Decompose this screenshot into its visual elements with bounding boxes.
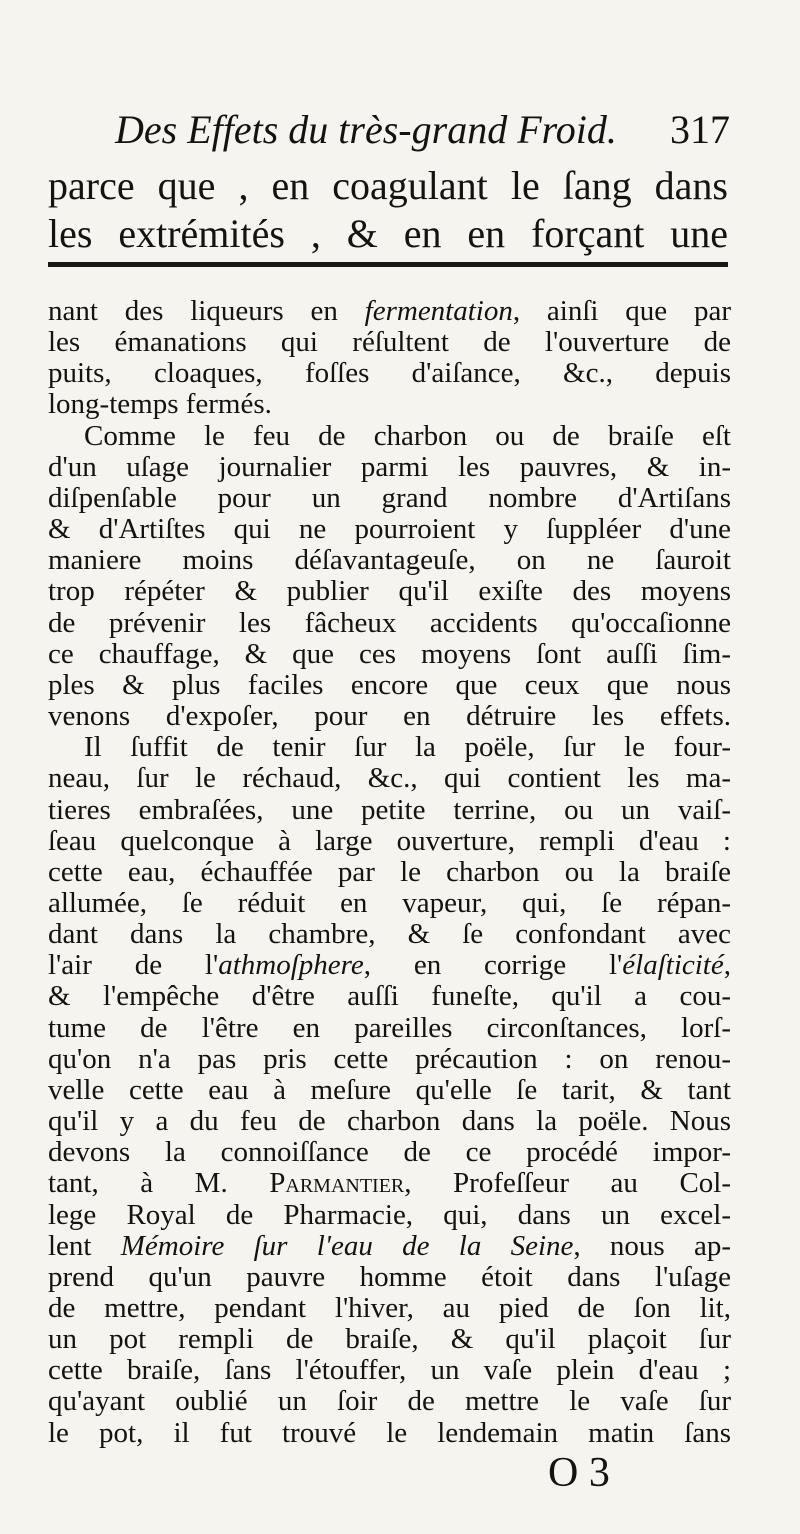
italic-term: élaſticité	[622, 949, 724, 982]
running-head	[115, 108, 730, 152]
text-line: qu'ayant oublié un ſoir de mettre le vaſe ſur	[48, 1385, 731, 1418]
text-line: neau, ſur le réchaud, &c., qui contient les ma-	[48, 762, 731, 795]
text-span: , en corrige l'	[363, 949, 623, 982]
text-span: l'air de l'	[48, 949, 219, 982]
text-line: d'un uſage journalier parmi les pauvres, & in-	[48, 450, 731, 483]
text-line: ſeau quelconque à large ouverture, rempli d'eau :	[48, 824, 731, 857]
text-line: de mettre, pendant l'hiver, au pied de ſon lit,	[48, 1292, 731, 1324]
text-line: prend qu'un pauvre homme étoit dans l'uſage	[48, 1260, 731, 1293]
text-span: ,	[723, 949, 731, 982]
text-line: puits, cloaques, foſſes d'aiſance, &c., depuis	[48, 357, 731, 390]
italic-term: athmoſphere	[218, 949, 364, 982]
text-line: tume de l'être en pareilles circonſtances, lorſ-	[48, 1011, 731, 1044]
smallcaps-name: Parmantier	[269, 1167, 405, 1200]
text-span: lent	[48, 1229, 121, 1262]
text-line: maniere moins déſavantageuſe, on ne ſauroit	[48, 544, 731, 577]
text-line	[48, 296, 731, 327]
text-line: de prévenir les fâcheux accidents qu'occaſionne	[48, 606, 731, 639]
signature-mark: O 3	[548, 1450, 610, 1496]
text-line: diſpenſable pour un grand nombre d'Artiſans	[48, 481, 731, 514]
text-span: , nous ap-	[573, 1229, 731, 1262]
text-span: nant des liqueurs en	[48, 295, 365, 327]
text-line: velle cette eau à meſure qu'elle ſe tarit, & tant	[48, 1073, 731, 1106]
text-line: cette braiſe, ſans l'étouffer, un vaſe plein d'eau ;	[48, 1354, 731, 1387]
text-line: le pot, il fut trouvé le lendemain matin ſans	[48, 1416, 731, 1449]
text-span: , Profeſſeur au Col-	[404, 1167, 731, 1200]
italic-term: fermentation	[364, 295, 513, 327]
text-line: qu'il y a du feu de charbon dans la poële. Nous	[48, 1105, 731, 1138]
text-line	[48, 950, 731, 981]
text-line: long-temps fermés.	[48, 388, 272, 421]
body-text	[48, 296, 731, 1449]
text-line: devons la connoiſſance de ce procédé impor-	[48, 1136, 731, 1169]
page-number: 317	[670, 107, 730, 152]
italic-title: Mémoire ſur l'eau de la Seine	[120, 1229, 574, 1262]
text-span: tant, à M.	[48, 1167, 270, 1200]
text-line: dant dans la chambre, & ſe confondant avec	[48, 918, 731, 951]
text-line: trop répéter & publier qu'il exiſte des moyens	[48, 575, 731, 608]
text-line: & d'Artiſtes qui ne pourroient y ſuppléer d'une	[48, 513, 731, 546]
pasted-fragment	[48, 162, 728, 258]
paragraph-start-line: Comme le feu de charbon ou de braiſe eſt	[84, 419, 731, 452]
text-line: qu'on n'a pas pris cette précaution : on renou-	[48, 1042, 731, 1075]
text-line: un pot rempli de braiſe, & qu'il plaçoit ſur	[48, 1323, 731, 1356]
text-line: allumée, ſe réduit en vapeur, qui, ſe répan-	[48, 886, 731, 919]
text-line: ples & plus faciles encore que ceux que nous	[48, 668, 731, 701]
text-line	[48, 1168, 731, 1199]
text-line: ce chauffage, & que ces moyens ſont auſſi ſim-	[48, 637, 731, 670]
paragraph-start-line: Il ſuffit de tenir ſur la poële, ſur le four-	[84, 731, 731, 764]
text-line: cette eau, échauffée par le charbon ou la braiſe	[48, 855, 731, 888]
text-line: tieres embraſées, une petite terrine, ou un vaiſ-	[48, 793, 731, 826]
text-line: venons d'expoſer, pour en détruire les effets.	[48, 700, 731, 733]
text-line: les émanations qui réſultent de l'ouverture de	[48, 326, 731, 359]
horizontal-rule	[48, 262, 728, 267]
text-line: lege Royal de Pharmacie, qui, dans un excel-	[48, 1198, 731, 1231]
fragment-line: les extrémités , & en en forçant une	[48, 211, 728, 256]
text-line	[48, 1231, 731, 1262]
running-title: Des Effets du très-grand Froid.	[115, 107, 617, 152]
fragment-line: parce que , en coagulant le ſang dans	[48, 163, 728, 208]
text-line: & l'empêche d'être auſſi funeſte, qu'il a cou-	[48, 980, 731, 1013]
text-span: , ainſi que par	[512, 295, 731, 327]
